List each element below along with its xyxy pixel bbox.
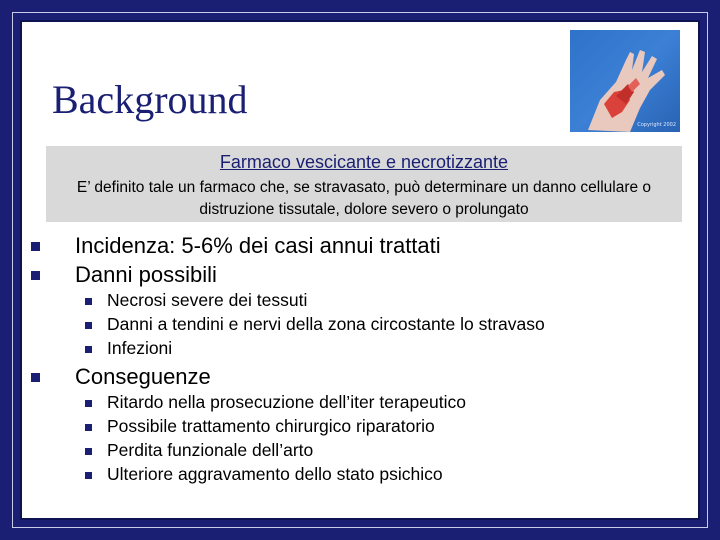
bullet-consequences-text: Conseguenze <box>75 364 211 389</box>
sub-bullet-consequence-2 <box>107 418 435 436</box>
slide-title: Background <box>52 77 248 122</box>
sub-bullet-text: Danni a tendini e nervi della zona circostante lo stravaso <box>107 314 545 334</box>
bullet-damages <box>75 264 217 286</box>
square-bullet-icon <box>85 424 92 431</box>
square-bullet-icon <box>85 400 92 407</box>
hand-illustration <box>570 30 680 132</box>
sub-bullet-text: Perdita funzionale dell’arto <box>107 440 314 460</box>
square-bullet-icon <box>31 242 40 251</box>
sub-bullet-consequence-3 <box>107 442 313 460</box>
sub-bullet-damage-3 <box>107 340 172 358</box>
square-bullet-icon <box>85 322 92 329</box>
square-bullet-icon <box>85 346 92 353</box>
definition-box <box>46 146 682 222</box>
sub-bullet-consequence-1 <box>107 394 466 412</box>
sub-bullet-damage-2 <box>107 316 545 334</box>
sub-bullet-text: Ritardo nella prosecuzione dell’iter terapeutico <box>107 392 466 412</box>
bullet-damages-text: Danni possibili <box>75 262 217 287</box>
definition-text: E’ definito tale un farmaco che, se stravasato, può determinare un danno cellulare o distruzione tissutale, dolore severo o prolungato <box>76 179 652 218</box>
sub-bullet-consequence-4 <box>107 466 443 484</box>
square-bullet-icon <box>85 298 92 305</box>
bullet-incidence <box>75 235 441 257</box>
bullet-consequences <box>75 366 211 388</box>
sub-bullet-text: Necrosi severe dei tessuti <box>107 290 308 310</box>
square-bullet-icon <box>31 271 40 280</box>
square-bullet-icon <box>31 373 40 382</box>
photo-credit: Copyright 2002 <box>637 122 676 128</box>
definition-title: Farmaco vescicante e necrotizzante <box>219 152 509 172</box>
slide <box>20 20 700 520</box>
sub-bullet-text: Ulteriore aggravamento dello stato psichico <box>107 464 443 484</box>
injured-hand-photo <box>570 30 680 132</box>
sub-bullet-text: Infezioni <box>107 338 173 358</box>
square-bullet-icon <box>85 448 92 455</box>
square-bullet-icon <box>85 472 92 479</box>
sub-bullet-text: Possibile trattamento chirurgico riparatorio <box>107 416 435 436</box>
bullet-incidence-text: Incidenza: 5-6% dei casi annui trattati <box>75 233 441 258</box>
sub-bullet-damage-1 <box>107 292 307 310</box>
